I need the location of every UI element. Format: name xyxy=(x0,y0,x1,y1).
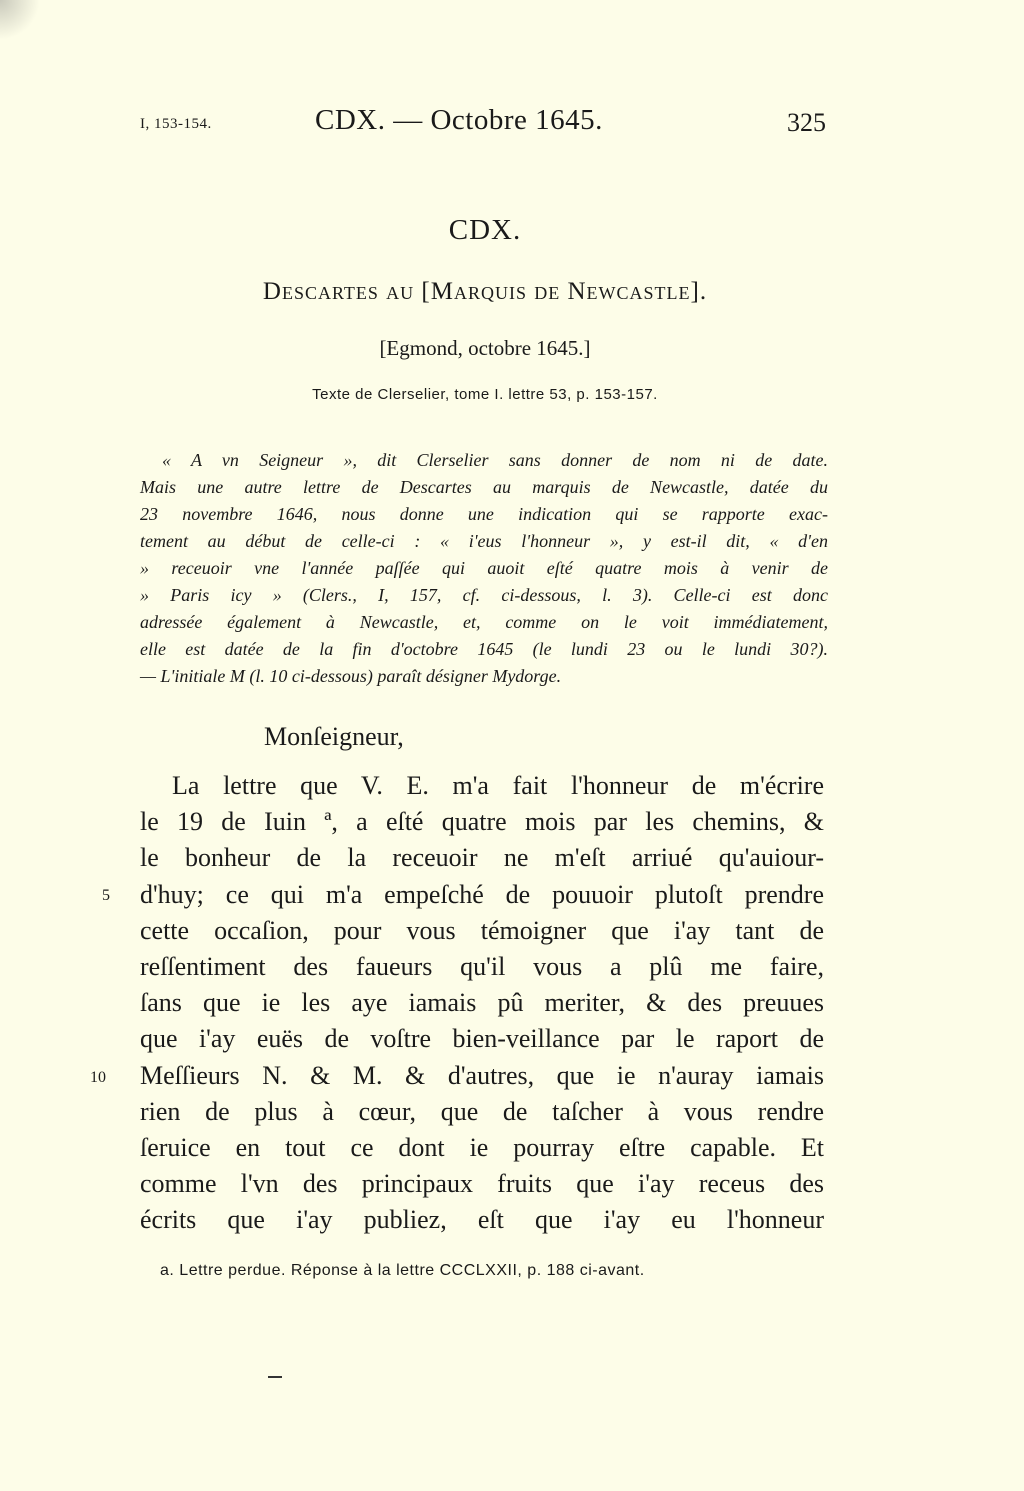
letter-number: CDX. xyxy=(448,214,522,246)
editorial-note xyxy=(140,447,828,690)
editorial-line: « A vn Seigneur », dit Clerselier sans donner de nom ni de date. xyxy=(162,450,828,470)
letter-body xyxy=(140,768,824,1239)
body-line: écrits que i'ay publiez, eſt que i'ay eu l'honneur xyxy=(140,1205,824,1235)
body-line: cette occaſion, pour vous témoigner que i'ay tant de xyxy=(140,915,824,945)
editorial-line: tement au début de celle-ci : « i'eus l'honneur », y est-il dit, « d'en xyxy=(140,531,828,551)
editorial-line: elle est datée de la fin d'octobre 1645 (le lundi 23 ou le lundi 30?). xyxy=(140,639,828,659)
editorial-line: Mais une autre lettre de Descartes au marquis de Newcastle, datée du xyxy=(140,477,828,497)
body-line: comme l'vn des principaux fruits que i'ay receus des xyxy=(140,1169,824,1199)
running-head-title: CDX. — Octobre 1645. xyxy=(315,104,603,136)
footnote: a. Lettre perdue. Réponse à la lettre CCCLXXII, p. 188 ci-avant. xyxy=(160,1262,645,1279)
body-line: reſſentiment des faueurs qu'il vous a plû me faire, xyxy=(140,952,824,982)
body-line: La lettre que V. E. m'a fait l'honneur de m'écrire xyxy=(172,771,824,800)
body-line: d'huy; ce qui m'a empeſché de pouuoir plutoſt prendre xyxy=(140,879,824,909)
body-line: que i'ay euës de voſtre bien-veillance par le raport de xyxy=(140,1024,824,1054)
editorial-line: » receuoir vne l'année paſſée qui auoit eſté quatre mois à venir de xyxy=(140,558,828,578)
running-head-reference: I, 153-154. xyxy=(140,116,212,132)
body-line: Meſſieurs N. & M. & d'autres, que ie n'auray iamais xyxy=(140,1060,824,1090)
editorial-line: » Paris icy » (Clers., I, 157, cf. ci-dessous, l. 3). Celle-ci est donc xyxy=(140,585,828,605)
line-number-5: 5 xyxy=(102,887,110,904)
stray-ink-mark xyxy=(268,1376,282,1378)
body-line: le 19 de Iuin ª, a eſté quatre mois par les chemins, & xyxy=(140,807,824,837)
running-head xyxy=(140,104,830,144)
body-line: rien de plus à cœur, que de taſcher à vous rendre xyxy=(140,1096,824,1126)
editorial-line: 23 novembre 1646, nous donne une indication qui se rapporte exac- xyxy=(140,504,828,524)
scan-corner-shadow xyxy=(0,0,40,40)
line-number-10: 10 xyxy=(90,1069,106,1086)
body-line: ſans que ie les aye iamais pû meriter, & des preuues xyxy=(140,988,824,1018)
salutation: Monſeigneur, xyxy=(264,722,404,751)
body-line: ſeruice en tout ce dont ie pourray eſtre capable. Et xyxy=(140,1133,824,1163)
body-line: le bonheur de la receuoir ne m'eſt arriué qu'auiour- xyxy=(140,843,824,873)
letter-title: Descartes au [Marquis de Newcastle]. xyxy=(262,278,708,305)
letter-source: Texte de Clerselier, tome I. lettre 53, p. 153-157. xyxy=(312,386,658,403)
editorial-line: — L'initiale M (l. 10 ci-dessous) paraît désigner Mydorge. xyxy=(140,666,562,686)
letter-place-date: [Egmond, octobre 1645.] xyxy=(379,336,591,360)
page-number: 325 xyxy=(787,108,826,137)
editorial-line: adressée également à Newcastle, et, comme on le voit immédiatement, xyxy=(140,612,828,632)
